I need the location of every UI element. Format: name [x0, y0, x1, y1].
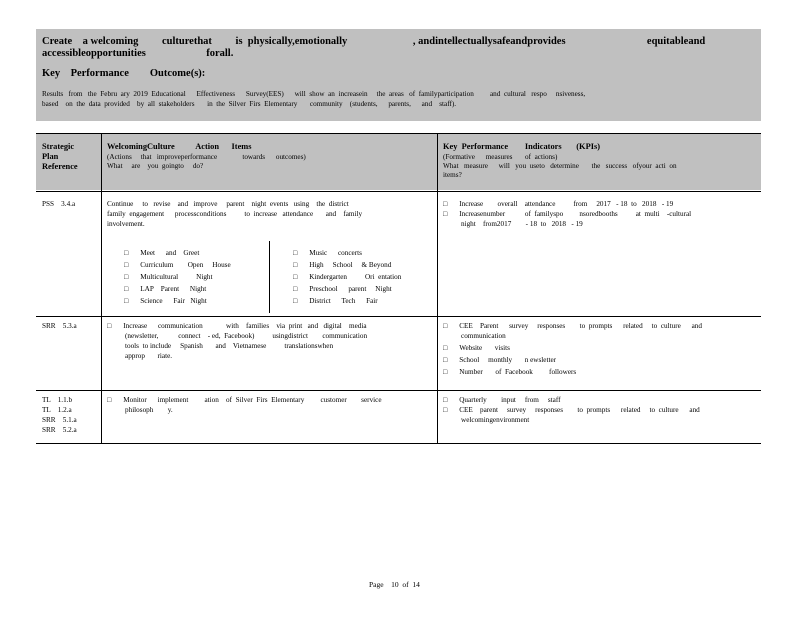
table-top-border [36, 133, 761, 134]
header-action-items: WelcomingCulture Action Items [107, 142, 252, 151]
bullet-icon: □ [443, 406, 448, 414]
row-divider [36, 390, 761, 391]
list-item: tools to include Spanish and Vietnamese translationswhen [125, 342, 334, 350]
bullet-icon: □ [443, 210, 448, 218]
bullet-icon: □ [443, 356, 448, 364]
bullet-icon: □ [443, 344, 448, 352]
list-item: (newsletter, connect - ed, Facebook) usingdistrict communication [125, 332, 368, 340]
results-line1: Results from the Febru ary 2019 Educational Effectiveness Survey(EES) will show an increasein the areas of familyparticipation and cultural respo nsiveness, [42, 90, 586, 98]
list-item: □ CEE Parent survey responses to prompts related to culture and [443, 322, 702, 330]
bullet-icon: □ [293, 297, 298, 305]
list-item: □ Increase overall attendance from 2017 - 18 to 2018 - 19 [443, 200, 674, 208]
events-divider [269, 241, 270, 313]
row3-reference-line: TL 1.2.a [42, 406, 72, 414]
row1-action-line1: Continue to revise and improve parent night events using the district [107, 200, 349, 208]
goal-banner [36, 29, 761, 121]
row1-action-line2: family engagement processconditions to increase attendance and family [107, 210, 363, 218]
bullet-icon: □ [443, 200, 448, 208]
header-action-sub1: (Actions that improveperformance towards outcomes) [107, 153, 306, 161]
table-bottom-border [36, 443, 761, 444]
row2-kpi-list [443, 321, 702, 377]
bullet-icon: □ [443, 322, 448, 330]
event-list-left [124, 248, 231, 308]
bullet-icon: □ [124, 273, 129, 281]
list-item: □ Quarterly input from staff [443, 396, 561, 404]
header-strategic: Strategic [42, 142, 75, 151]
table-header-row [36, 134, 761, 190]
list-item: □ Monitor implement ation of Silver Firs Elementary customer service [107, 396, 382, 404]
row3-action-list [107, 395, 382, 415]
row1-reference: PSS 3.4.a [42, 200, 76, 208]
row1-kpi-list [443, 199, 691, 229]
row1-action-line3: involvement. [107, 220, 145, 228]
list-item: □ Multicultural Night [124, 273, 213, 281]
row3-kpi-list [443, 395, 700, 425]
list-item: □ Music concerts [293, 249, 362, 257]
header-kpis-sub1: (Formative measures of actions) [443, 153, 558, 161]
header-action-sub2: What are you goingto do? [107, 162, 204, 170]
event-list-right [293, 248, 401, 308]
bullet-icon: □ [293, 273, 298, 281]
row3-reference-line: SRR 5.2.a [42, 426, 77, 434]
list-item: □ LAP Parent Night [124, 285, 207, 293]
bullet-icon: □ [293, 285, 298, 293]
page-number: Page 10 of 14 [369, 580, 420, 589]
header-kpis-sub2: What measure will you useto determine the success ofyour acti on [443, 162, 677, 170]
column-divider [101, 133, 102, 444]
row3-reference-line: SRR 5.1.a [42, 416, 77, 424]
goal-statement-line2: accessibleopportunities forall. [42, 48, 234, 59]
list-item: □ High School & Beyond [293, 261, 392, 269]
list-item: □ Website visits [443, 344, 510, 352]
header-kpis-sub3: items? [443, 171, 462, 179]
bullet-icon: □ [124, 297, 129, 305]
goal-statement-line1: Create a welcoming culturethat is physically,emotionally , andintellectuallysafeandprovides equitableand [42, 36, 706, 47]
bullet-icon: □ [124, 285, 129, 293]
bullet-icon: □ [107, 322, 112, 330]
row2-action-list [107, 321, 367, 361]
list-item: □ School monthly n ewsletter [443, 356, 557, 364]
bullet-icon: □ [124, 249, 129, 257]
list-item: □ Number of Facebook followers [443, 368, 577, 376]
results-line2: based on the data provided by all stakeholders in the Silver Firs Elementary community (students, parents, and staff). [42, 100, 457, 108]
bullet-icon: □ [124, 261, 129, 269]
list-item: □ Meet and Greet [124, 249, 200, 257]
bullet-icon: □ [107, 396, 112, 404]
row3-reference-line: TL 1.1.b [42, 396, 73, 404]
list-item: □ Increase communication with families via print and digital media [107, 322, 367, 330]
row3-reference [42, 395, 77, 435]
list-item: □ Increasenumber of familyspo nsoredbooths at multi -cultural [443, 210, 692, 218]
list-item: □ CEE parent survey responses to prompts related to culture and [443, 406, 700, 414]
list-item: □ Science Fair Night [124, 297, 207, 305]
list-item: □ Curriculum Open House [124, 261, 231, 269]
header-reference: Reference [42, 162, 78, 171]
bullet-icon: □ [443, 368, 448, 376]
row-divider [36, 316, 761, 317]
row-divider [36, 191, 761, 192]
list-item: welcomingenvironment [461, 416, 530, 424]
list-item: philosoph y. [125, 406, 173, 414]
list-item: approp riate. [125, 352, 173, 360]
row2-reference: SRR 5.3.a [42, 322, 77, 330]
list-item: night from2017 - 18 to 2018 - 19 [461, 220, 583, 228]
list-item: □ Preschool parent Night [293, 285, 392, 293]
bullet-icon: □ [443, 396, 448, 404]
bullet-icon: □ [293, 261, 298, 269]
list-item: □ Kindergarten Ori entation [293, 273, 402, 281]
column-divider [437, 133, 438, 444]
kpo-label: Key Performance Outcome(s): [42, 68, 206, 79]
header-kpis: Key Performance Indicators (KPIs) [443, 142, 600, 151]
bullet-icon: □ [293, 249, 298, 257]
list-item: communication [461, 332, 506, 340]
header-plan: Plan [42, 152, 59, 161]
list-item: □ District Tech Fair [293, 297, 378, 305]
